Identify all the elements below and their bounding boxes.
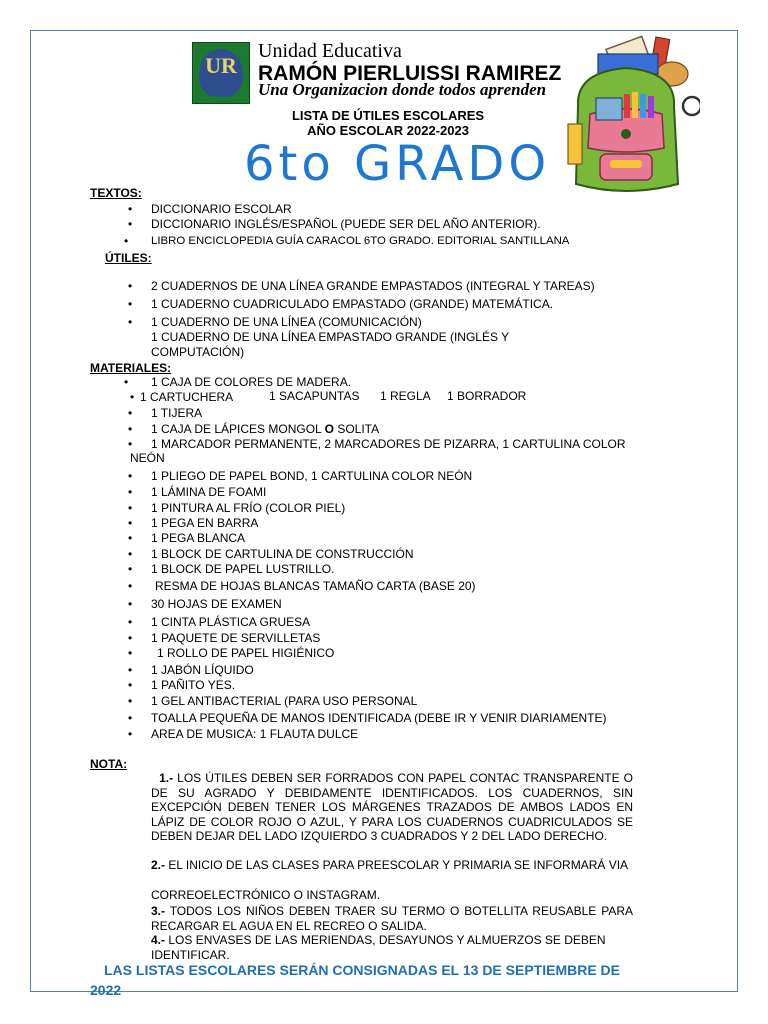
list-item: 1 BORRADOR <box>447 389 527 403</box>
list-item: 1 REGLA <box>380 389 431 403</box>
materiales-heading: MATERIALES: <box>90 361 172 375</box>
nota-2-cont: CORREOELECTRÓNICO O INSTAGRAM. <box>151 888 381 902</box>
list-item: 1 CARTUCHERA <box>140 390 234 404</box>
list-item: 1 CUADERNO DE UNA LÍNEA (COMUNICACIÓN) <box>151 315 422 329</box>
list-item: 1 MARCADOR PERMANENTE, 2 MARCADORES DE PIZARRA, 1 CARTULINA COLOR <box>151 437 626 451</box>
list-item: 1 CAJA DE COLORES DE MADERA. <box>151 375 352 389</box>
backpack-illustration <box>560 14 700 204</box>
school-name: RAMÓN PIERLUISSI RAMIREZ <box>258 62 562 85</box>
list-item: TOALLA PEQUEÑA DE MANOS IDENTIFICADA (DEBE IR Y VENIR DIARIAMENTE) <box>151 711 607 725</box>
list-item: 1 PAÑITO YES. <box>151 678 236 692</box>
list-item: 1 LÁMINA DE FOAMI <box>151 485 267 499</box>
list-item: 1 CUADERNO DE UNA LÍNEA EMPASTADO GRANDE (INGLÉS Y <box>151 330 510 344</box>
list-item: 1 TIJERA <box>151 406 203 420</box>
list-item: 1 CAJA DE LÁPICES MONGOL O SOLITA <box>151 422 380 436</box>
list-item: 1 PEGA EN BARRA <box>151 516 259 530</box>
nota-3: 3.- TODOS LOS NIÑOS DEBEN TRAER SU TERMO O BOTELLITA REUSABLE PARA RECARGAR EL AGUA EN EL RECREO O SALIDA. <box>151 904 633 933</box>
list-item: 1 CINTA PLÁSTICA GRUESA <box>151 615 311 629</box>
list-item: RESMA DE HOJAS BLANCAS TAMAÑO CARTA (BASE 20) <box>155 579 476 593</box>
list-item: 1 PLIEGO DE PAPEL BOND, 1 CARTULINA COLOR NEÓN <box>151 469 473 483</box>
list-item: 1 SACAPUNTAS <box>269 389 360 403</box>
grade-title: 6to GRADO <box>244 136 551 192</box>
list-item: 1 JABÓN LÍQUIDO <box>151 663 254 677</box>
utiles-heading: ÚTILES: <box>105 251 152 265</box>
logo-monogram: UR <box>205 53 237 78</box>
textos-heading: TEXTOS: <box>90 186 142 200</box>
nota-4: 4.- LOS ENVASES DE LAS MERIENDAS, DESAYUNOS Y ALMUERZOS SE DEBEN IDENTIFICAR. <box>151 933 606 962</box>
nota-2: 2.- EL INICIO DE LAS CLASES PARA PREESCOLAR Y PRIMARIA SE INFORMARÁ VIA <box>151 858 629 872</box>
list-item: 1 PAQUETE DE SERVILLETAS <box>151 631 321 645</box>
list-item: 1 CUADERNO CUADRICULADO EMPASTADO (GRANDE) MATEMÁTICA. <box>151 297 554 311</box>
list-item: 1 GEL ANTIBACTERIAL (PARA USO PERSONAL <box>151 694 418 708</box>
list-item: 1 BLOCK DE PAPEL LUSTRILLO. <box>151 562 335 576</box>
list-item: AREA DE MUSICA: 1 FLAUTA DULCE <box>151 727 359 741</box>
school-logo <box>192 42 250 104</box>
list-item: NEÓN <box>130 451 165 465</box>
list-item: 1 PINTURA AL FRÍO (COLOR PIEL) <box>151 501 346 515</box>
list-item: DICCIONARIO ESCOLAR <box>151 202 292 216</box>
list-item: LIBRO ENCICLOPEDIA GUÍA CARACOL 6TO GRADO. EDITORIAL SANTILLANA <box>151 235 570 247</box>
school-motto: Una Organizacion donde todos aprenden <box>258 80 547 99</box>
list-item: 30 HOJAS DE EXAMEN <box>151 597 282 611</box>
footer-notice: LAS LISTAS ESCOLARES SERÁN CONSIGNADAS EL 13 DE SEPTIEMBRE DE <box>104 962 621 978</box>
school-year: AÑO ESCOLAR 2022-2023 <box>307 123 469 138</box>
footer-notice-year: 2022 <box>90 982 122 998</box>
nota-1: 1.- LOS ÚTILES DEBEN SER FORRADOS CON PAPEL CONTAC TRANSPARENTE O DE SU AGRADO Y DEBIDAMENTE IDENTIFICADOS. LOS CUADERNOS, SIN EXCEPCIÓN DEBEN TENER LOS MÁRGENES TRAZADOS DE AMBOS LADOS EN LÁPIZ DE COLOR ROJO O AZUL, Y PARA LOS CUADERNOS CUADRICULADOS SE DEBEN DEJAR DEL LADO IZQUIERDO 3 CUADRADOS Y 2 DEL LADO DERECHO. <box>151 771 633 843</box>
list-item: 1 PEGA BLANCA <box>151 531 246 545</box>
list-item: 1 ROLLO DE PAPEL HIGIÉNICO <box>157 646 335 660</box>
list-item: COMPUTACIÓN) <box>151 345 245 359</box>
list-item: 2 CUADERNOS DE UNA LÍNEA GRANDE EMPASTADOS (INTEGRAL Y TAREAS) <box>151 279 595 293</box>
list-title: LISTA DE ÚTILES ESCOLARES <box>291 108 485 123</box>
list-item: DICCIONARIO INGLÉS/ESPAÑOL (PUEDE SER DEL AÑO ANTERIOR). <box>151 217 541 231</box>
list-item: 1 BLOCK DE CARTULINA DE CONSTRUCCIÓN <box>151 547 414 561</box>
nota-heading: NOTA: <box>90 757 128 771</box>
school-type: Unidad Educativa <box>258 40 402 62</box>
